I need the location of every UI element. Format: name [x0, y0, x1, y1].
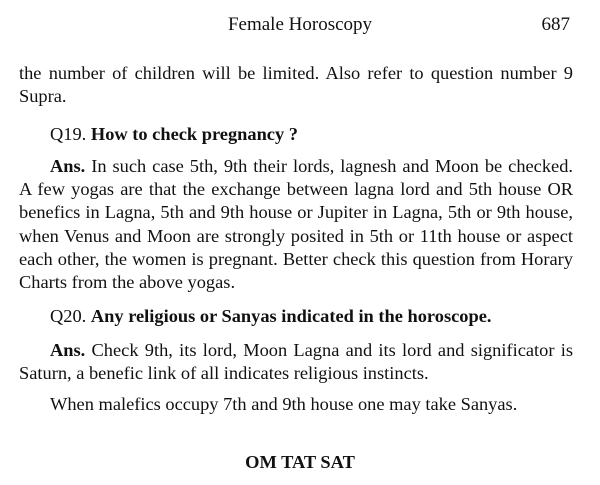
sanyas-note: When malefics occupy 7th and 9th house one may take Sanyas.: [50, 394, 518, 414]
question-number: Q20.: [50, 306, 87, 326]
question-19: [50, 124, 298, 145]
question-20: [50, 306, 491, 327]
answer-text: In such case 5th, 9th their lords, lagnesh and Moon be checked. A few yogas are that the exchange between lagna lord and 5th house OR benefics in Lagna, 5th and 9th house or Jupiter in Lagna, 5th or 9th house, when Venus and Moon are strongly posited in 5th or 11th house or aspect each other, the women is pregnant. Better check this question from Horary Charts from the above yogas.: [19, 156, 573, 293]
question-number: Q19.: [50, 124, 87, 144]
question-text: Any religious or Sanyas indicated in the horoscope.: [90, 306, 492, 326]
continuation-paragraph: the number of children will be limited. Also refer to question number 9 Supra.: [19, 63, 573, 107]
closing-invocation: OM TAT SAT: [245, 452, 355, 472]
answer-text: Check 9th, its lord, Moon Lagna and its lord and significator is Saturn, a benefic link of all indicates religious instincts.: [19, 340, 573, 384]
answer-label: Ans.: [50, 156, 86, 176]
answer-20: [19, 339, 573, 385]
answer-label: Ans.: [50, 340, 86, 360]
running-title: Female Horoscopy: [227, 14, 373, 35]
question-text: How to check pregnancy ?: [90, 124, 298, 144]
answer-19: [19, 155, 573, 294]
page-number: 687: [541, 14, 570, 35]
